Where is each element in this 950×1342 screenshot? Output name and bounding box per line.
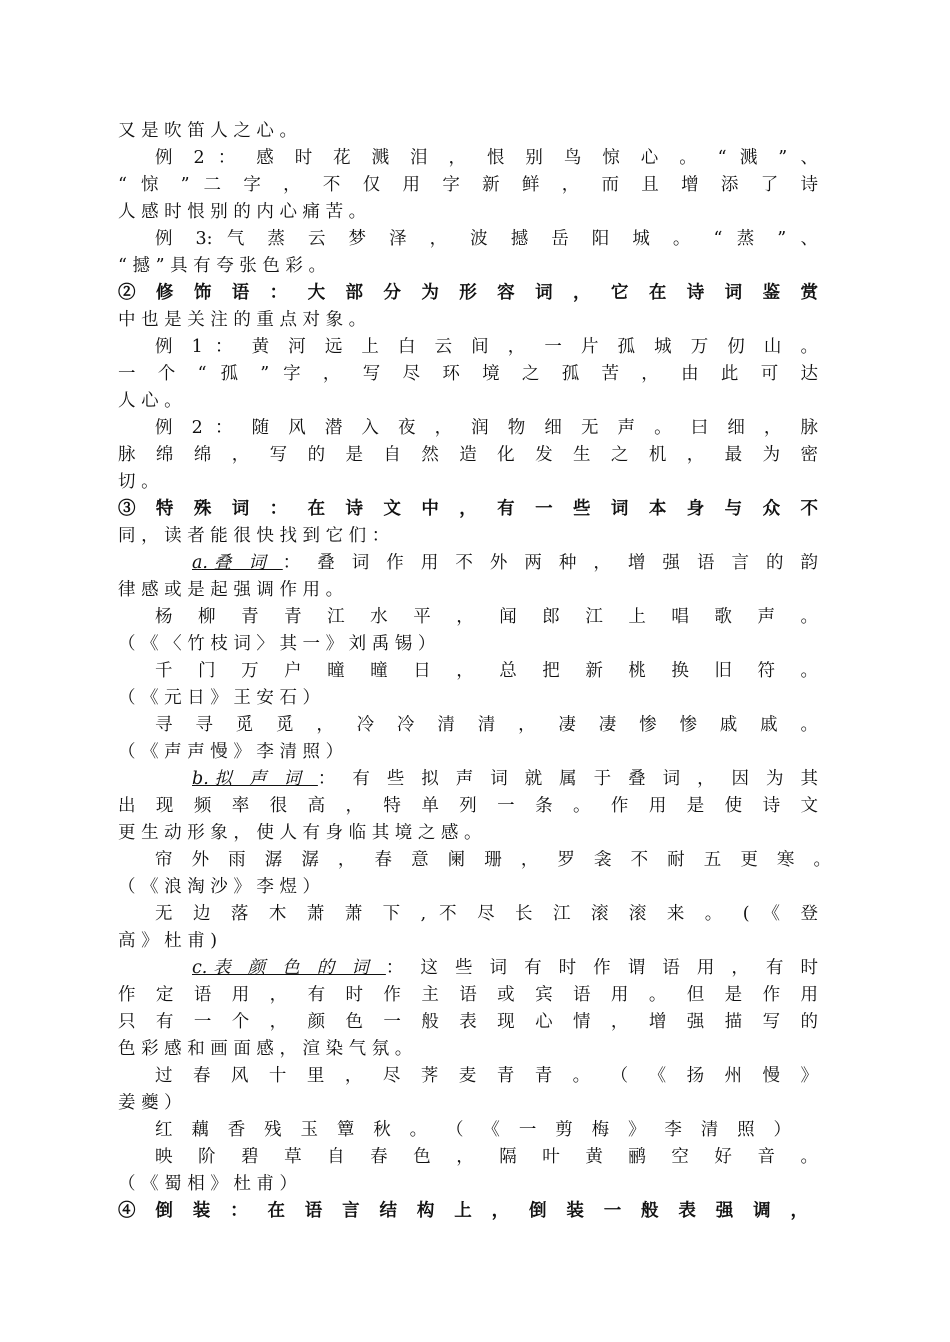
text-line	[118, 793, 818, 820]
line-text: 中 也 是 关 注 的 重 点 对 象 。	[118, 310, 367, 330]
line-text: 帘 外 雨 潺 潺 ， 春 意 阑 珊 ， 罗 衾 不 耐 五 更 寒 。	[155, 850, 831, 870]
line-text: 出 现 频 率 很 高 ， 特 单 列 一 条 。 作 用 是 使 诗 文	[118, 796, 818, 816]
document-page	[118, 118, 831, 1225]
sub-label: b.拟 声 词	[192, 769, 318, 789]
text-line	[118, 388, 818, 415]
text-line	[118, 442, 818, 469]
poem-source	[118, 1090, 818, 1117]
text-line	[118, 361, 818, 388]
section-heading-2	[118, 280, 818, 307]
line-text: 过 春 风 十 里 ， 尽 荠 麦 青 青 。 （ 《 扬 州 慢 》	[155, 1066, 818, 1086]
text-line	[118, 577, 818, 604]
line-text: 同 ， 读 者 能 很 快 找 到 它 们 ：	[118, 526, 390, 546]
line-text: 更 生 动 形 象 ， 使 人 有 身 临 其 境 之 感 。	[118, 823, 482, 843]
section-heading-4	[118, 1198, 818, 1225]
line-text: ③ 特 殊 词 ： 在 诗 文 中 ， 有 一 些 词 本 身 与 众 不	[118, 499, 818, 519]
text-line	[118, 118, 818, 145]
line-text: ④ 倒 装 ： 在 语 言 结 构 上 ， 倒 装 一 般 表 强 调 ，	[118, 1201, 808, 1221]
line-text: 例 2 ： 感 时 花 溅 泪 ， 恨 别 鸟 惊 心 。 “ 溅 ” 、	[155, 148, 818, 168]
poem-source	[118, 631, 818, 658]
line-text: 切 。	[118, 472, 159, 492]
poem-line	[118, 1117, 818, 1144]
text-line	[118, 469, 818, 496]
poem-line	[118, 712, 818, 739]
text-line	[118, 1036, 818, 1063]
line-text: “ 惊 ” 二 字 ， 不 仅 用 字 新 鲜 ， 而 且 增 添 了 诗	[118, 175, 818, 195]
section-heading-3	[118, 496, 818, 523]
line-text: 例 1 ： 黄 河 远 上 白 云 间 ， 一 片 孤 城 万 仞 山 。	[155, 337, 818, 357]
line-text: （ 《 声 声 慢 》 李 清 照 ）	[118, 742, 344, 762]
text-line	[118, 172, 818, 199]
poem-line	[118, 847, 831, 874]
line-text: “ 撼 ” 具 有 夸 张 色 彩 。	[118, 256, 326, 276]
text-line	[118, 415, 818, 442]
line-text: （ 《 〈 竹 枝 词 〉 其 一 》 刘 禹 锡 ）	[118, 634, 436, 654]
text-line	[118, 226, 818, 253]
line-text: 千 门 万 户 曈 曈 日 ， 总 把 新 桃 换 旧 符 。	[155, 661, 818, 681]
line-text: 律 感 或 是 起 强 调 作 用 。	[118, 580, 344, 600]
line-text: 杨 柳 青 青 江 水 平 ， 闻 郎 江 上 唱 歌 声 。	[155, 607, 818, 627]
line-text: a.叠 词 ： 叠 词 作 用 不 外 两 种 ， 增 强 语 言 的 韵	[192, 553, 818, 573]
text-line	[118, 199, 818, 226]
subheading-b	[118, 766, 818, 793]
text-line	[118, 820, 818, 847]
poem-line	[118, 658, 818, 685]
line-text: （ 《 蜀 相 》 杜 甫 ）	[118, 1174, 297, 1194]
subheading-a	[118, 550, 818, 577]
text-line	[118, 334, 818, 361]
text-line	[118, 145, 818, 172]
sub-label: a.叠 词	[192, 553, 283, 573]
text-line	[118, 253, 818, 280]
line-text: 例 3: 气 蒸 云 梦 泽 ， 波 撼 岳 阳 城 。 “ 蒸 ” 、	[155, 229, 818, 249]
poem-source	[118, 739, 818, 766]
line-text: 无 边 落 木 萧 萧 下 , 不 尽 长 江 滚 滚 来 。 ( 《 登	[155, 904, 818, 924]
poem-line	[118, 1144, 818, 1171]
poem-source	[118, 685, 818, 712]
line-text: c.表 颜 色 的 词 ： 这 些 词 有 时 作 谓 语 用 ， 有 时	[192, 958, 818, 978]
text-line	[118, 307, 818, 334]
text-line	[118, 1009, 818, 1036]
subheading-c	[118, 955, 818, 982]
text-line	[118, 523, 818, 550]
sub-label: c.表 颜 色 的 词	[192, 958, 386, 978]
line-text: 作 定 语 用 ， 有 时 作 主 语 或 宾 语 用 。 但 是 作 用	[118, 985, 818, 1005]
line-text: （ 《 浪 淘 沙 》 李 煜 ）	[118, 877, 321, 897]
line-text: ② 修 饰 语 ： 大 部 分 为 形 容 词 ， 它 在 诗 词 鉴 赏	[118, 283, 818, 303]
poem-source	[118, 874, 818, 901]
line-text: 只 有 一 个 ， 颜 色 一 般 表 现 心 情 ， 增 强 描 写 的	[118, 1012, 818, 1032]
poem-line	[118, 1063, 818, 1090]
poem-line	[118, 604, 818, 631]
line-text: 一 个 “ 孤 ” 字 ， 写 尽 环 境 之 孤 苦 ， 由 此 可 达	[118, 364, 818, 384]
poem-line	[118, 901, 818, 928]
line-text: b.拟 声 词 ： 有 些 拟 声 词 就 属 于 叠 词 ， 因 为 其	[192, 769, 818, 789]
line-text: 高 》 杜 甫 )	[118, 931, 218, 951]
line-text: 色 彩 感 和 画 面 感 ， 渲 染 气 氛 。	[118, 1039, 413, 1059]
line-text: 人 感 时 恨 别 的 内 心 痛 苦 。	[118, 202, 367, 222]
line-text: 姜 夔 ）	[118, 1093, 182, 1113]
text-line	[118, 982, 818, 1009]
line-text: （ 《 元 日 》 王 安 石 ）	[118, 688, 321, 708]
poem-source	[118, 1171, 818, 1198]
line-text: 映 阶 碧 草 自 春 色 ， 隔 叶 黄 鹂 空 好 音 。	[155, 1147, 818, 1167]
line-text: 脉 绵 绵 ， 写 的 是 自 然 造 化 发 生 之 机 ， 最 为 密	[118, 445, 818, 465]
line-text: 寻 寻 觅 觅 ， 冷 冷 清 清 ， 凄 凄 惨 惨 戚 戚 。	[155, 715, 818, 735]
line-text: 例 2 ： 随 风 潜 入 夜 ， 润 物 细 无 声 。 曰 细 ， 脉	[155, 418, 818, 438]
poem-source	[118, 928, 818, 955]
line-text: 人 心 。	[118, 391, 182, 411]
line-text: 又 是 吹 笛 人 之 心 。	[118, 121, 297, 141]
line-text: 红 藕 香 残 玉 簟 秋 。 （ 《 一 剪 梅 》 李 清 照 ）	[155, 1120, 791, 1140]
